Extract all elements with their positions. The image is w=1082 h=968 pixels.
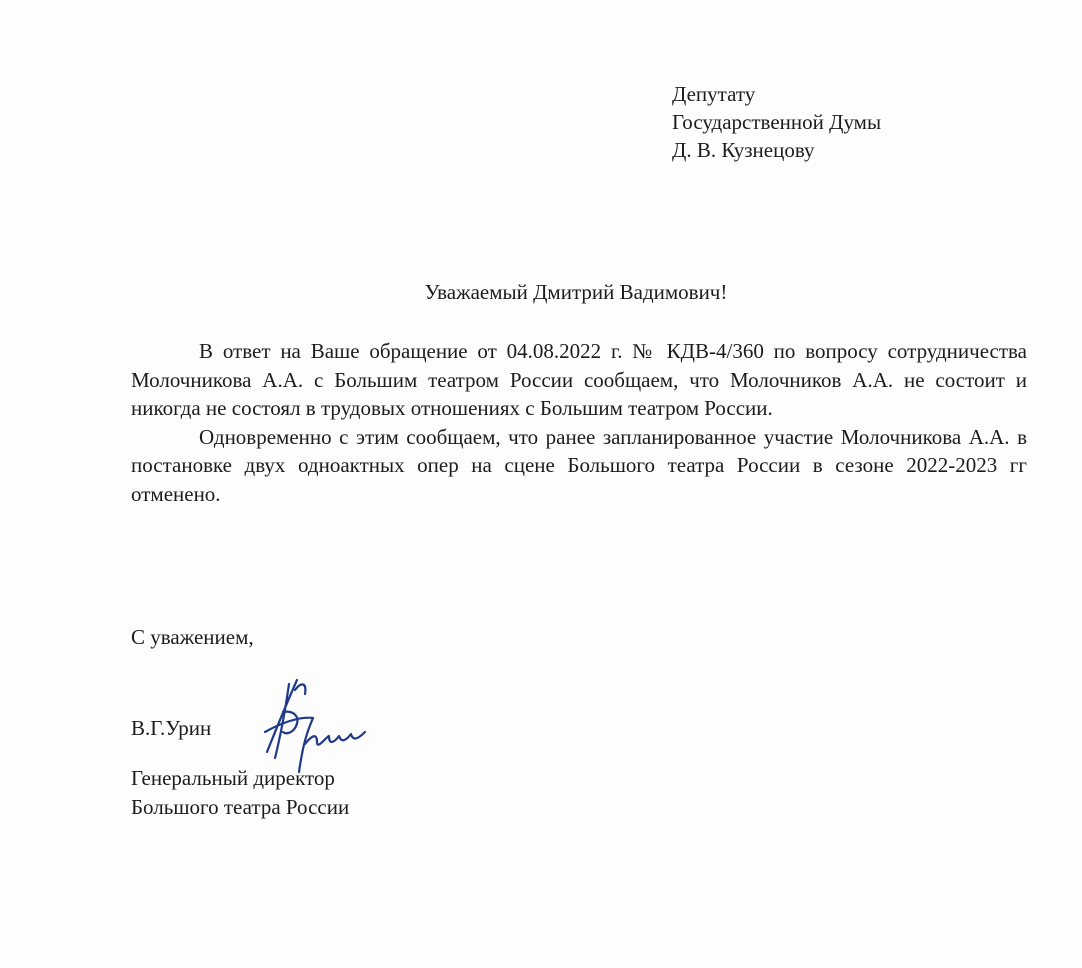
recipient-line-1: Депутату (672, 82, 756, 106)
letter-body (131, 337, 1027, 508)
recipient-line-2: Государственной Думы (672, 110, 882, 134)
signer-name: В.Г.Урин (131, 716, 212, 740)
recipient-block (672, 80, 881, 164)
closing-phrase: С уважением, (131, 625, 254, 649)
signer-position (131, 764, 349, 821)
signature-stroke-tail (305, 732, 365, 745)
recipient-line-3: Д. В. Кузнецову (672, 138, 815, 162)
body-paragraph-2: Одновременно с этим сообщаем, что ранее запланированное участие Молочникова А.А. в постановке двух одноактных опер на сцене Большого театра России в сезоне 2022-2023 гг отменено. (131, 424, 1027, 506)
signer-position-line-1: Генеральный директор (131, 766, 335, 790)
body-paragraph-1: В ответ на Ваше обращение от 04.08.2022 г. № КДВ-4/360 по вопросу сотрудничества Молочникова А.А. с Большим театром России сообщаем, что Молочников А.А. не состоит и никогда не состоял в трудовых отношениях с Большим театром России. (131, 339, 1027, 420)
signer-position-line-2: Большого театра России (131, 794, 350, 819)
salutation: Уважаемый Дмитрий Вадимович! (424, 280, 728, 304)
signature-stroke-upper (295, 684, 305, 694)
